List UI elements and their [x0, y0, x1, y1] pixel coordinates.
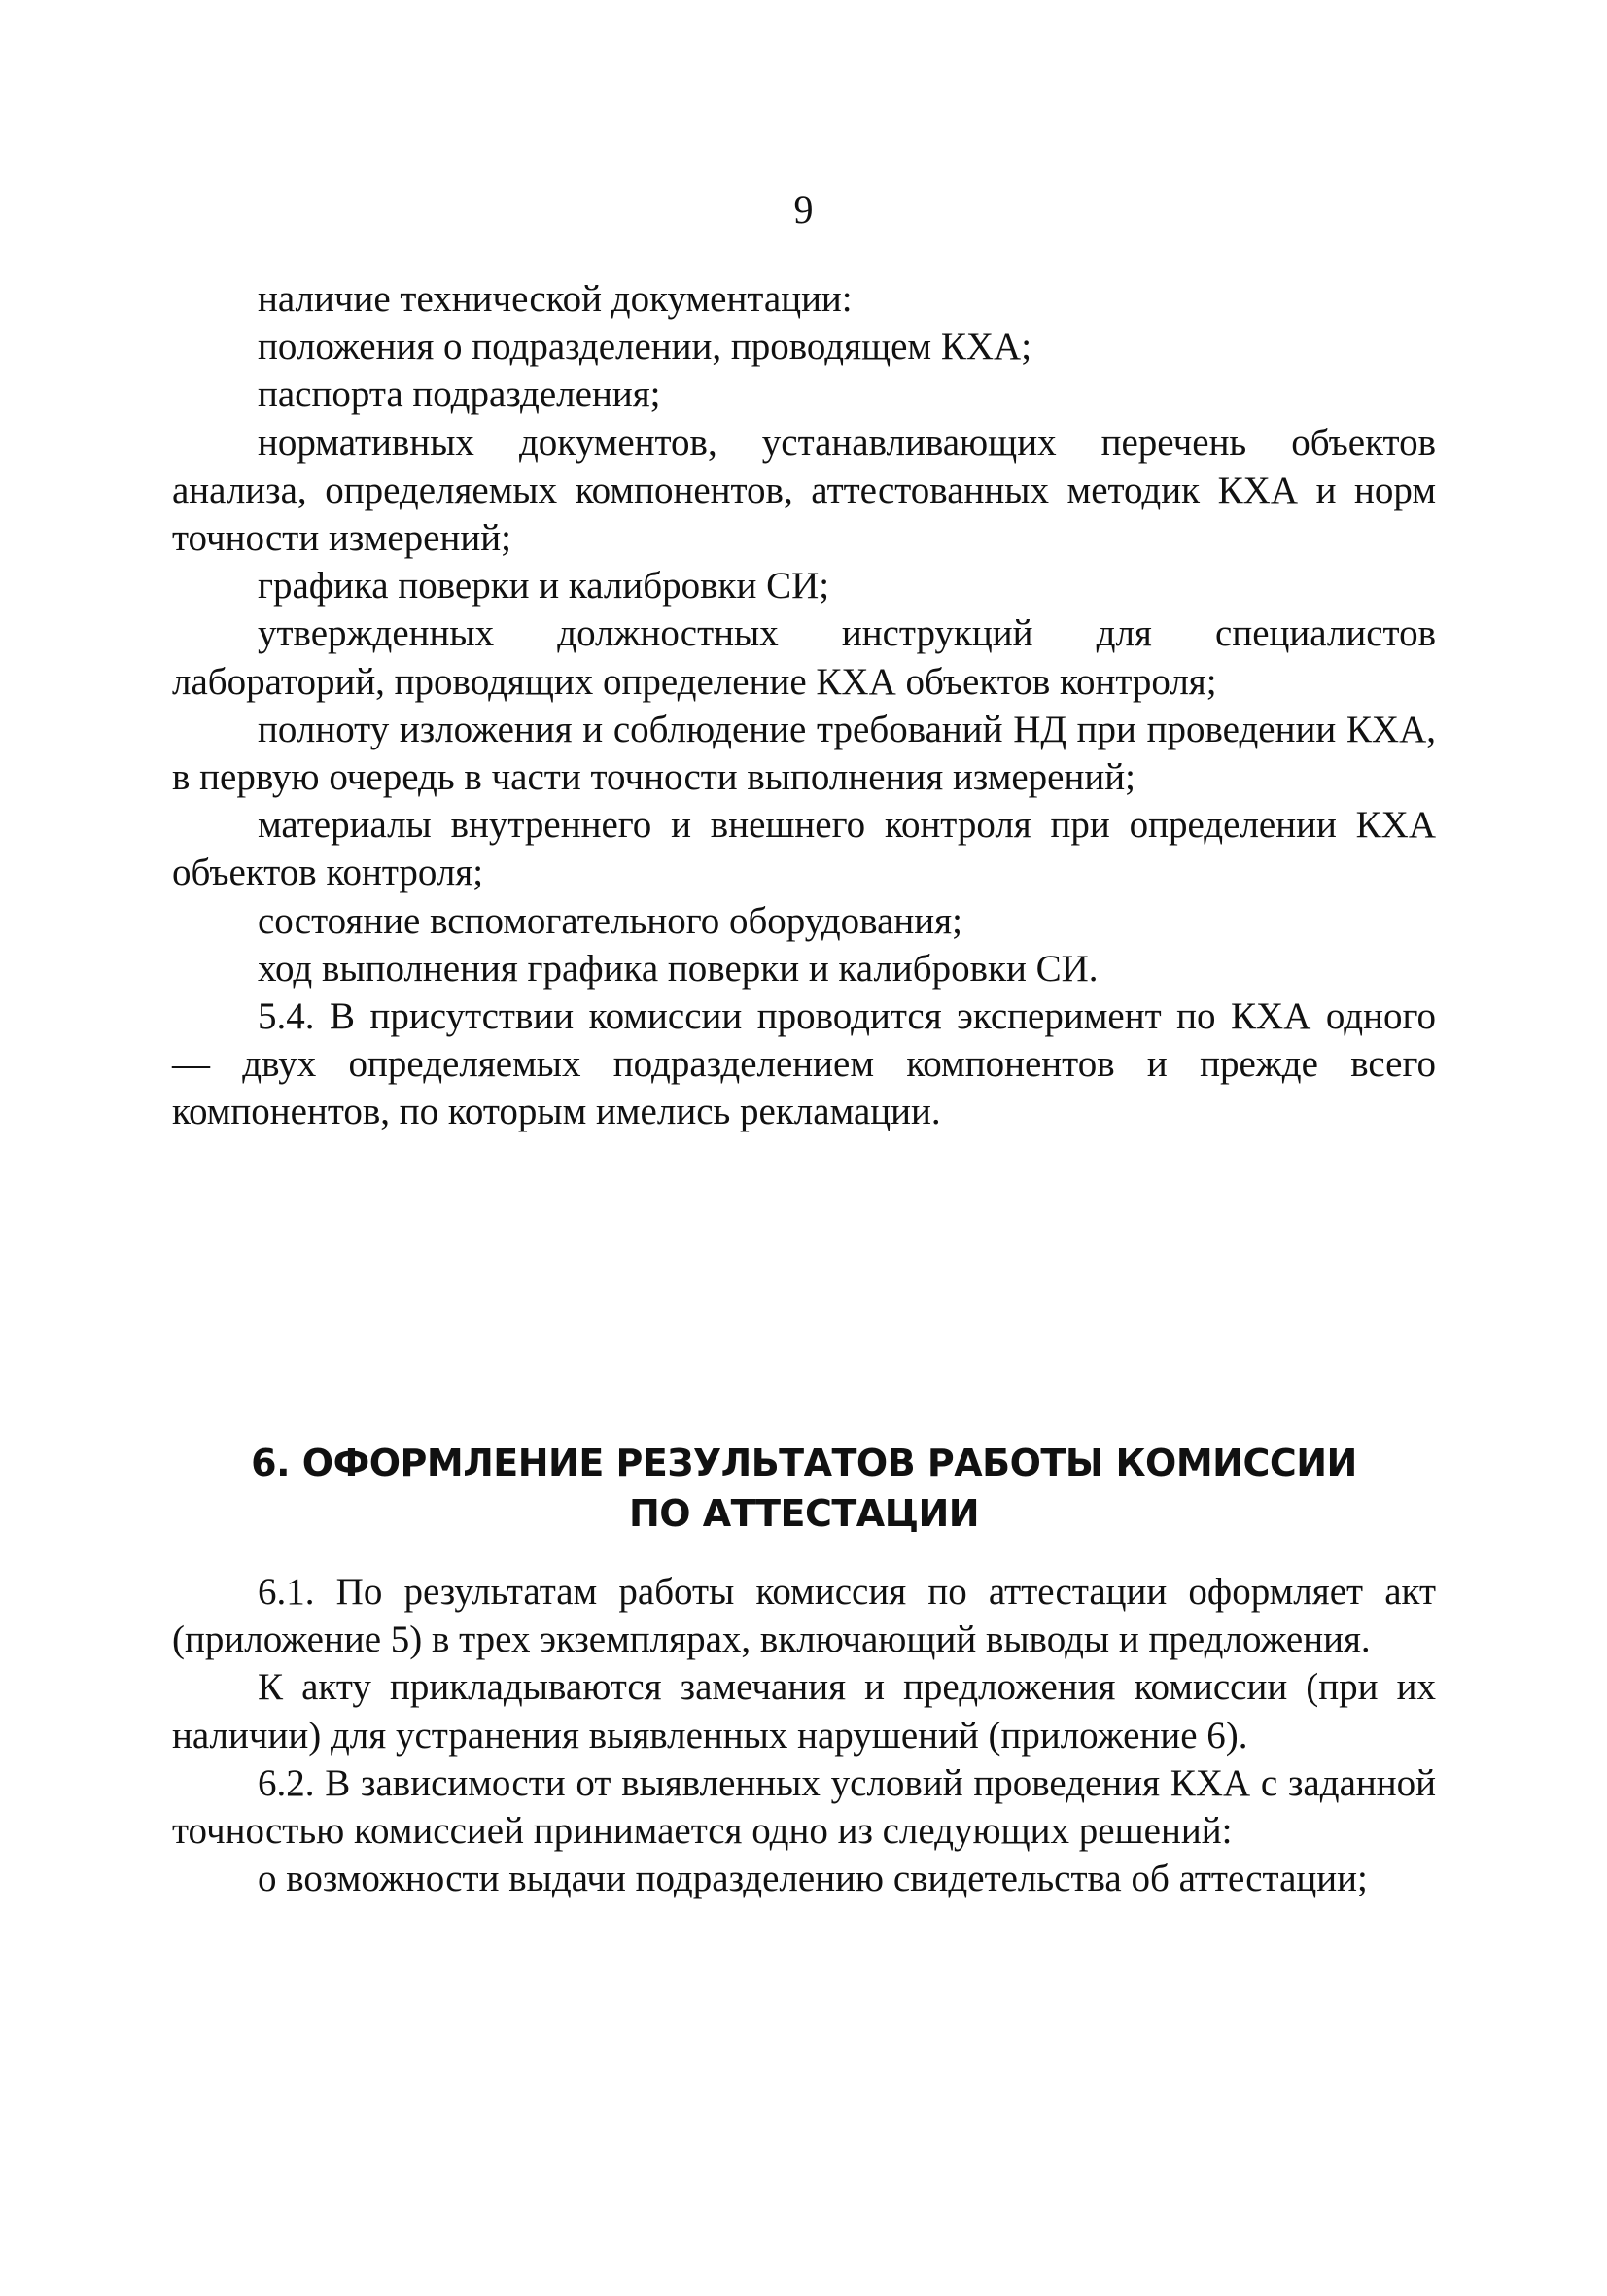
heading-line-1: 6. ОФОРМЛЕНИЕ РЕЗУЛЬТАТОВ РАБОТЫ КОМИССИИ [251, 1442, 1357, 1484]
paragraph: полноту изложения и соблюдение требований НД при проведении КХА, в первую очередь в части точности выполнения измерений; [172, 708, 1436, 799]
paragraph: состояние вспомогательного оборудования; [258, 899, 962, 942]
paragraph: 5.4. В присутствии комиссии проводится эксперимент по КХА одного — двух определяемых подразделением компонентов и прежде всего компонентов, по которым имелись рекламации. [172, 995, 1436, 1133]
paragraph: ход выполнения графика поверки и калибровки СИ. [258, 947, 1099, 990]
paragraph: паспорта подразделения; [258, 373, 661, 416]
paragraph: нормативных документов, устанавливающих перечень объектов анализа, определяемых компонентов, аттестованных методик КХА и норм точности измерений; [172, 421, 1436, 560]
section-6-heading [172, 1438, 1436, 1539]
paragraph: о возможности выдачи подразделению свидетельства об аттестации; [258, 1858, 1368, 1900]
paragraph: наличие технической документации: [258, 278, 853, 320]
paragraph: материалы внутреннего и внешнего контроля при определении КХА объектов контроля; [172, 804, 1436, 894]
section-6-body [172, 1568, 1436, 1902]
section-5-continuation [172, 275, 1436, 1136]
paragraph: 6.2. В зависимости от выявленных условий проведения КХА с заданной точностью комиссией принимается одно из следующих решений: [172, 1761, 1436, 1853]
paragraph: утвержденных должностных инструкций для специалистов лабораторий, проводящих определение КХА объектов контроля; [172, 612, 1436, 703]
paragraph: положения о подразделении, проводящем КХА; [258, 326, 1032, 368]
paragraph: 6.1. По результатам работы комиссия по аттестации оформляет акт (приложение 5) в трех экземплярах, включающий выводы и предложения. [172, 1571, 1436, 1661]
page-number: 9 [793, 188, 814, 231]
paragraph: графика поверки и калибровки СИ; [258, 565, 830, 608]
heading-line-2: ПО АТТЕСТАЦИИ [628, 1492, 980, 1535]
paragraph: К акту прикладываются замечания и предложения комиссии (при их наличии) для устранения выявленных нарушений (приложение 6). [172, 1666, 1436, 1757]
